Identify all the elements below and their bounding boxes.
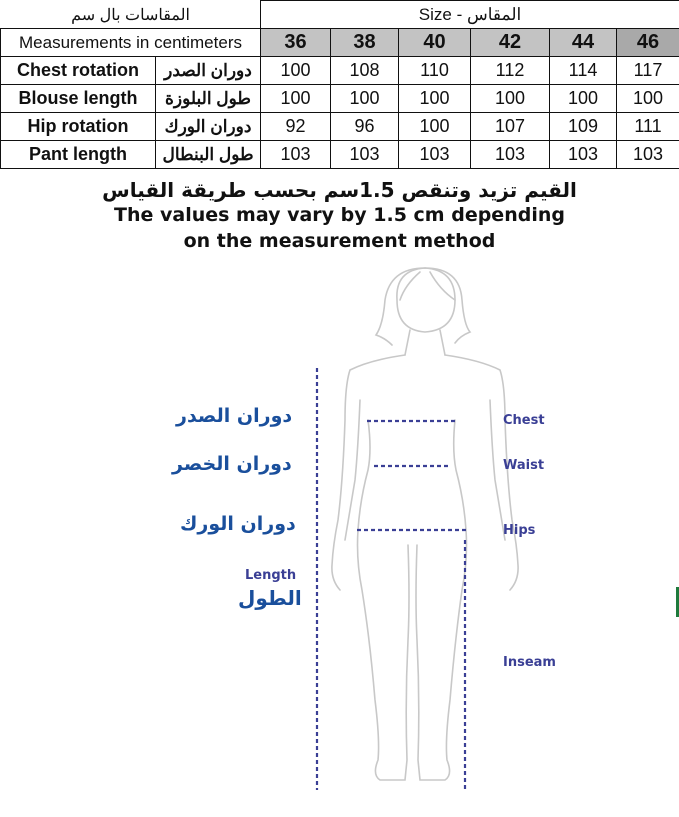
cell: 109 [550, 113, 617, 141]
cell: 103 [261, 141, 331, 169]
size-44: 44 [550, 29, 617, 57]
row-label-ar: طول البنطال [156, 141, 261, 169]
row-label-ar: دوران الصدر [156, 57, 261, 85]
cell: 100 [471, 85, 550, 113]
label-length-en: Length [245, 568, 296, 583]
cell: 100 [261, 85, 331, 113]
cell: 117 [617, 57, 679, 85]
label-chest-ar: دوران الصدر [176, 405, 292, 427]
tolerance-note-english-line1: The values may vary by 1.5 cm depending [0, 204, 679, 226]
cell: 114 [550, 57, 617, 85]
row-label-ar: دوران الورك [156, 113, 261, 141]
size-chart-table [0, 0, 679, 169]
cell: 92 [261, 113, 331, 141]
size-42: 42 [471, 29, 550, 57]
row-label-en: Hip rotation [1, 113, 156, 141]
label-chest-en: Chest [503, 413, 545, 428]
cell: 107 [471, 113, 550, 141]
cell: 111 [617, 113, 679, 141]
label-waist-ar: دوران الخصر [172, 453, 292, 475]
size-38: 38 [331, 29, 399, 57]
row-label-en: Blouse length [1, 85, 156, 113]
table-row [1, 113, 679, 141]
table-row [1, 85, 679, 113]
tolerance-note-english-line2: on the measurement method [0, 230, 679, 252]
cell: 100 [550, 85, 617, 113]
cell: 96 [331, 113, 399, 141]
cell: 103 [550, 141, 617, 169]
table-row [1, 141, 679, 169]
cell: 112 [471, 57, 550, 85]
tolerance-note-arabic: القيم تزيد وتنقص 1.5سم بحسب طريقة القياس [0, 178, 679, 202]
cell: 103 [399, 141, 471, 169]
size-46: 46 [617, 29, 679, 57]
size-36: 36 [261, 29, 331, 57]
cell: 103 [471, 141, 550, 169]
label-hips-en: Hips [503, 523, 535, 538]
label-waist-en: Waist [503, 458, 544, 473]
cell: 110 [399, 57, 471, 85]
row-label-ar: طول البلوزة [156, 85, 261, 113]
size-title: Size - المقاس [261, 1, 679, 29]
cell: 100 [399, 85, 471, 113]
body-outline-icon [0, 255, 679, 812]
cell: 100 [617, 85, 679, 113]
cell: 103 [617, 141, 679, 169]
cell: 100 [261, 57, 331, 85]
header-arabic: المقاسات بال سم [1, 1, 261, 29]
cell: 100 [331, 85, 399, 113]
label-length-ar: الطول [238, 586, 302, 610]
table-row [1, 57, 679, 85]
row-label-en: Pant length [1, 141, 156, 169]
row-label-en: Chest rotation [1, 57, 156, 85]
cell: 108 [331, 57, 399, 85]
label-hip-ar: دوران الورك [180, 513, 296, 535]
cell: 100 [399, 113, 471, 141]
label-inseam-en: Inseam [503, 655, 556, 670]
body-measurement-figure [0, 255, 679, 812]
size-40: 40 [399, 29, 471, 57]
header-english: Measurements in centimeters [1, 29, 261, 57]
cell: 103 [331, 141, 399, 169]
